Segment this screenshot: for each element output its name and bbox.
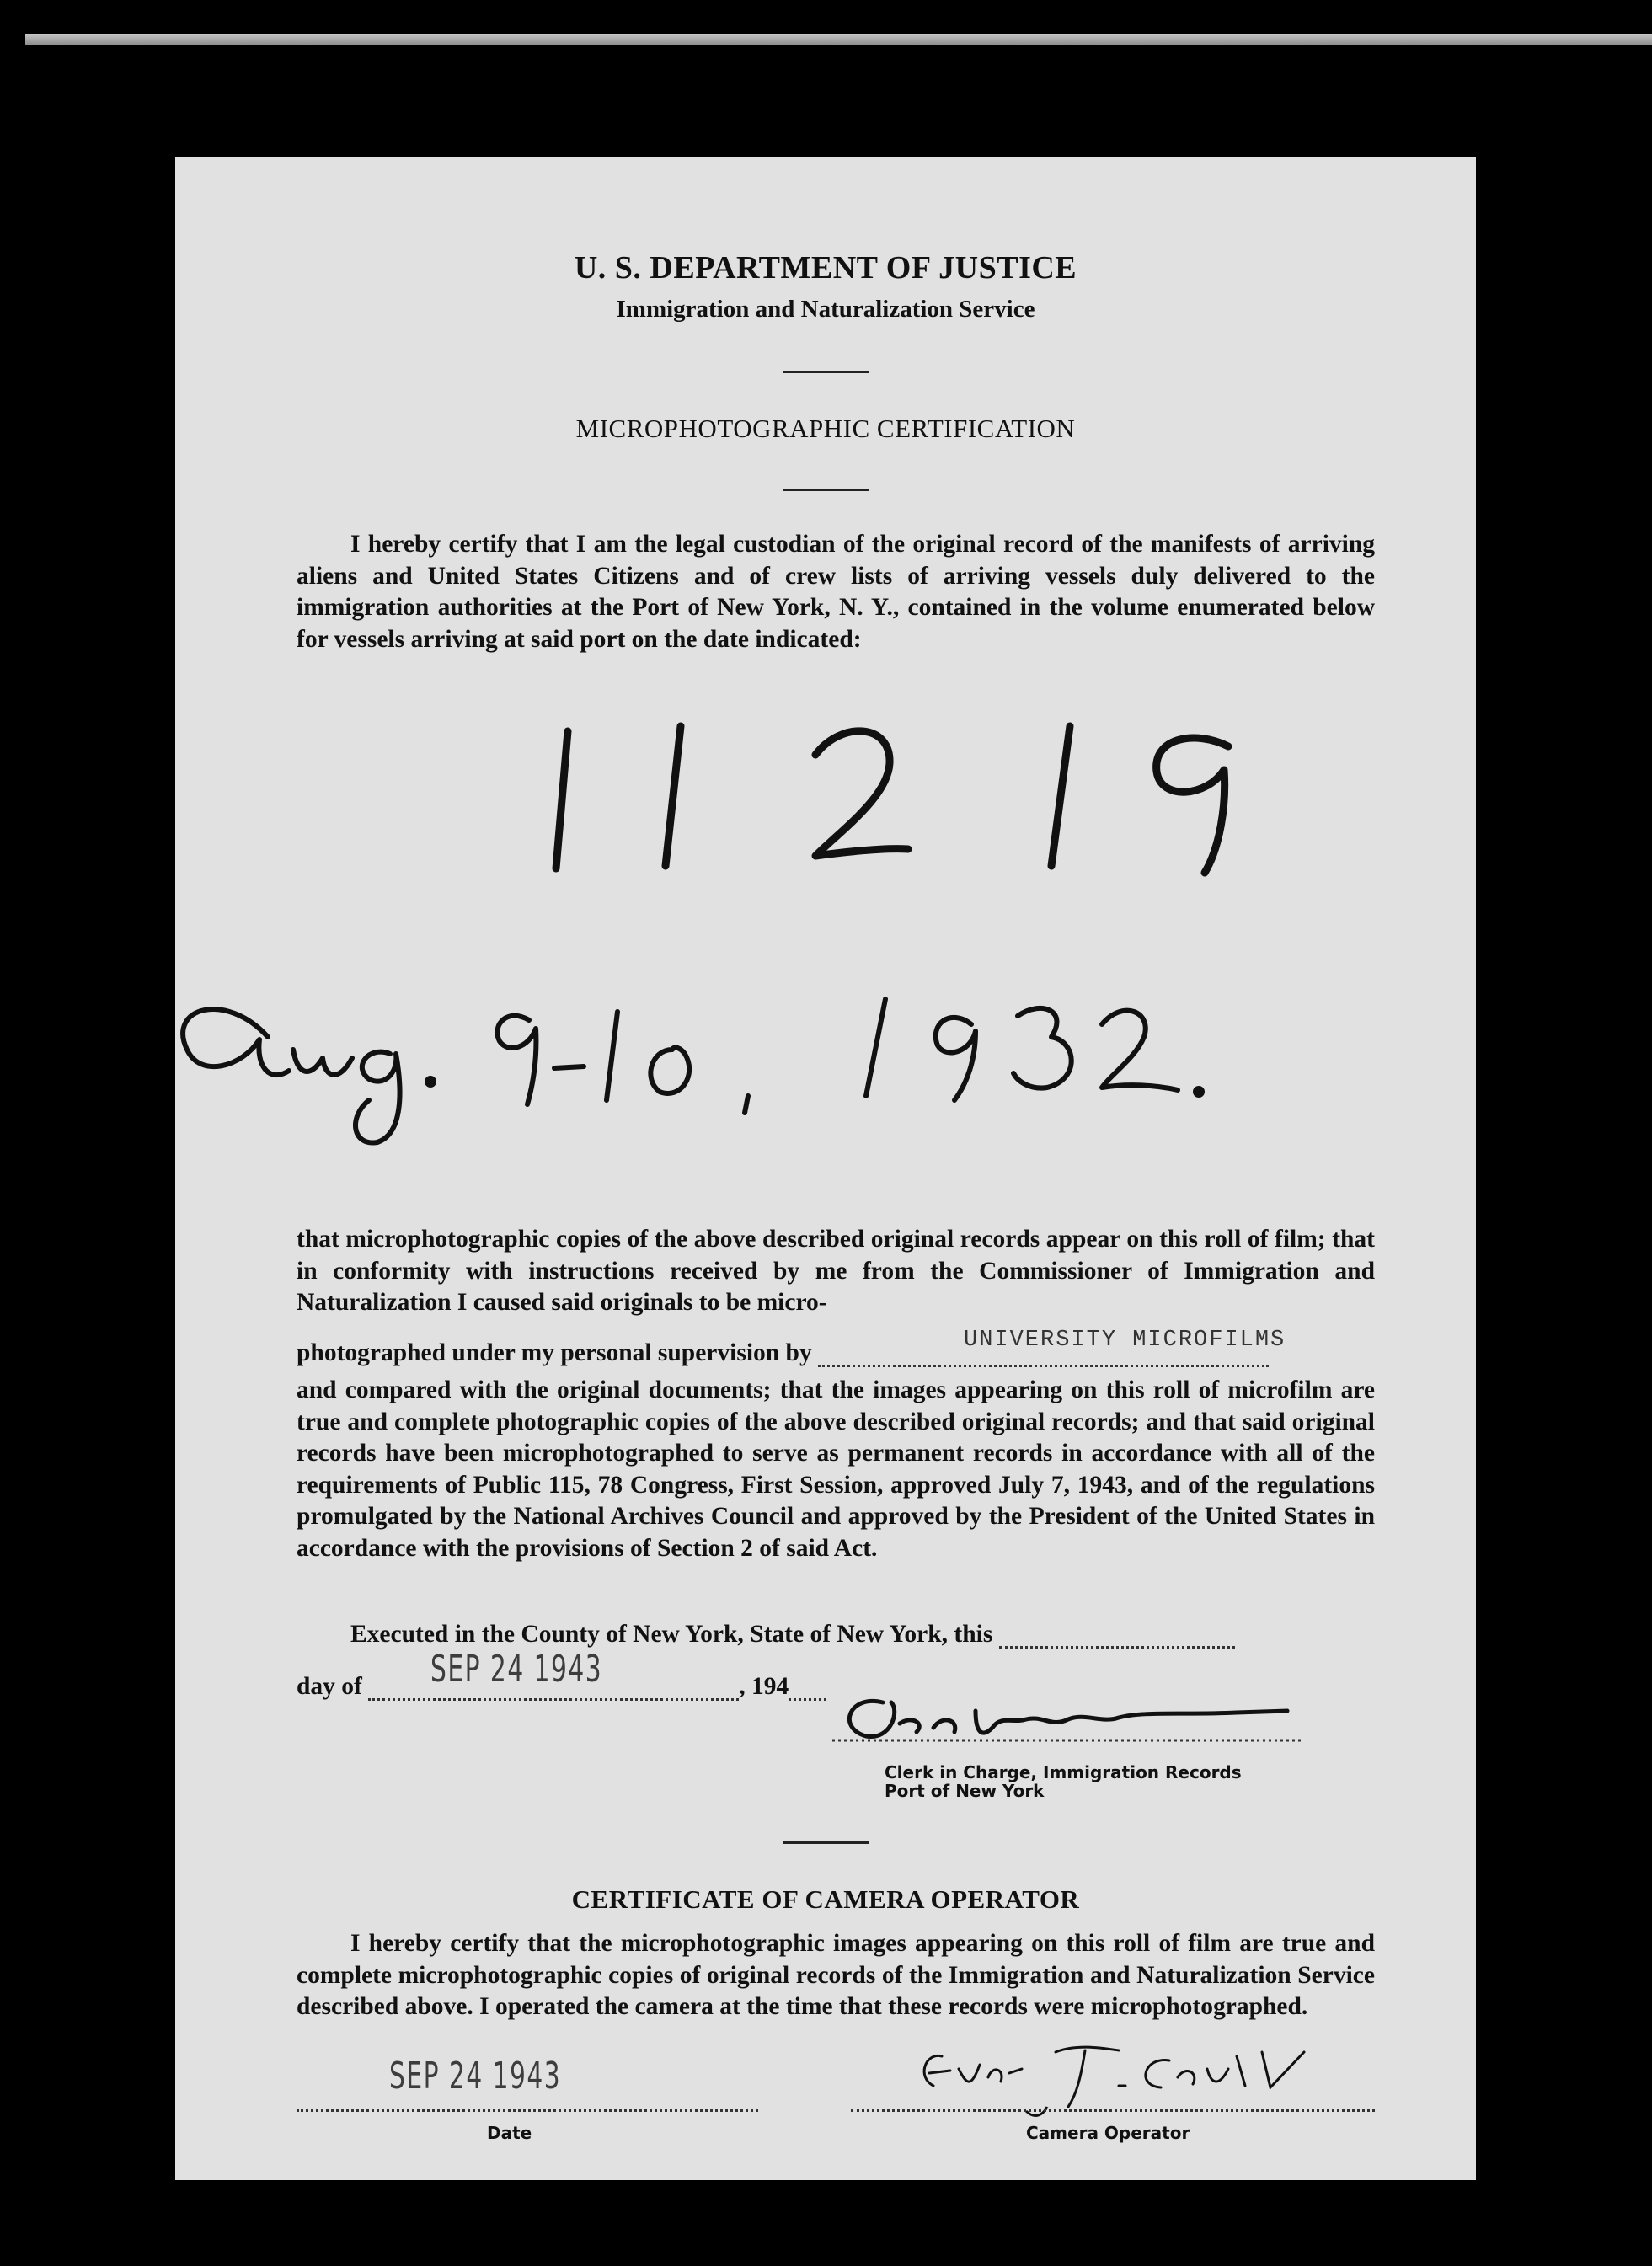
date-stamp-camera: SEP 24 1943	[389, 2055, 562, 2098]
intro-paragraph: I hereby certify that I am the legal custodian of the original record of the manifests of arriving aliens and United States Citizens and of crew lists of arriving vessels duly delivered to the immigration authorities at the Port of New York, N. Y., contained in the volume enumerated below for vessels arriving at said port on the date indicated:	[297, 531, 1375, 653]
body-paragraph-2: and compared with the original documents; that the images appearing on this roll of microfilm are true and complete photographic copies of the above described original records; and that said original records have been microphotographed to serve as permanent records in accordance with all of the requirements of Public 115, 78 Congress, First Session, approved July 7, 1943, and of the regulations promulgated by the National Archives Council and approved by the President of the United States in accordance with the provisions of Section 2 of said Act.	[297, 1376, 1375, 1562]
supervision-prefix: photographed under my personal supervision by	[297, 1339, 812, 1366]
year-dotted-line	[789, 1697, 826, 1701]
camera-certificate-title: CERTIFICATE OF CAMERA OPERATOR	[571, 1884, 1080, 1914]
executed-line	[350, 1621, 1429, 1649]
agency-title: U. S. DEPARTMENT OF JUSTICE	[574, 250, 1077, 286]
handwritten-date-range	[183, 999, 1202, 1142]
day-dotted-line	[368, 1697, 739, 1701]
body-paragraph-1: that microphotographic copies of the above described original records appear on this roll of film; that in conformity with instructions received by me from the Commissioner of Immigration and Naturalization I caused said originals to be micro-	[297, 1226, 1375, 1316]
service-subtitle: Immigration and Naturalization Service	[616, 296, 1035, 323]
header-rule	[783, 371, 869, 373]
operator-signature	[908, 2027, 1380, 2119]
operator-label: Camera Operator	[1026, 2123, 1190, 2143]
executed-text: Executed in the County of New York, State of New York, this	[350, 1621, 993, 1648]
date-label: Date	[487, 2123, 532, 2143]
date-line	[297, 2108, 758, 2112]
handwriting-layer	[175, 157, 1476, 2180]
executed-dotted-line	[999, 1645, 1235, 1649]
year-label: , 194	[739, 1673, 789, 1700]
day-of-label: day of	[297, 1673, 362, 1700]
camera-section-rule	[783, 1841, 869, 1844]
clerk-signature	[832, 1677, 1304, 1753]
title-rule	[783, 489, 869, 491]
clerk-caption-title: Clerk in Charge, Immigration Records	[885, 1762, 1242, 1782]
date-stamp-clerk: SEP 24 1943	[430, 1648, 603, 1691]
supervision-dotted-line	[818, 1364, 1269, 1367]
typed-company-name: UNIVERSITY MICROFILMS	[964, 1328, 1286, 1353]
handwritten-volume-number	[556, 726, 1228, 873]
operator-line	[851, 2108, 1375, 2112]
camera-paragraph: I hereby certify that the microphotographic images appearing on this roll of film are true and complete microphotographic copies of original records of the Immigration and Naturalization Service described above. I operated the camera at the time that these records were microphotographed.	[297, 1930, 1375, 2020]
film-edge-strip	[25, 34, 1652, 45]
certificate-page	[175, 157, 1476, 2180]
certification-title: MICROPHOTOGRAPHIC CERTIFICATION	[575, 414, 1076, 443]
clerk-caption-port: Port of New York	[885, 1781, 1045, 1801]
